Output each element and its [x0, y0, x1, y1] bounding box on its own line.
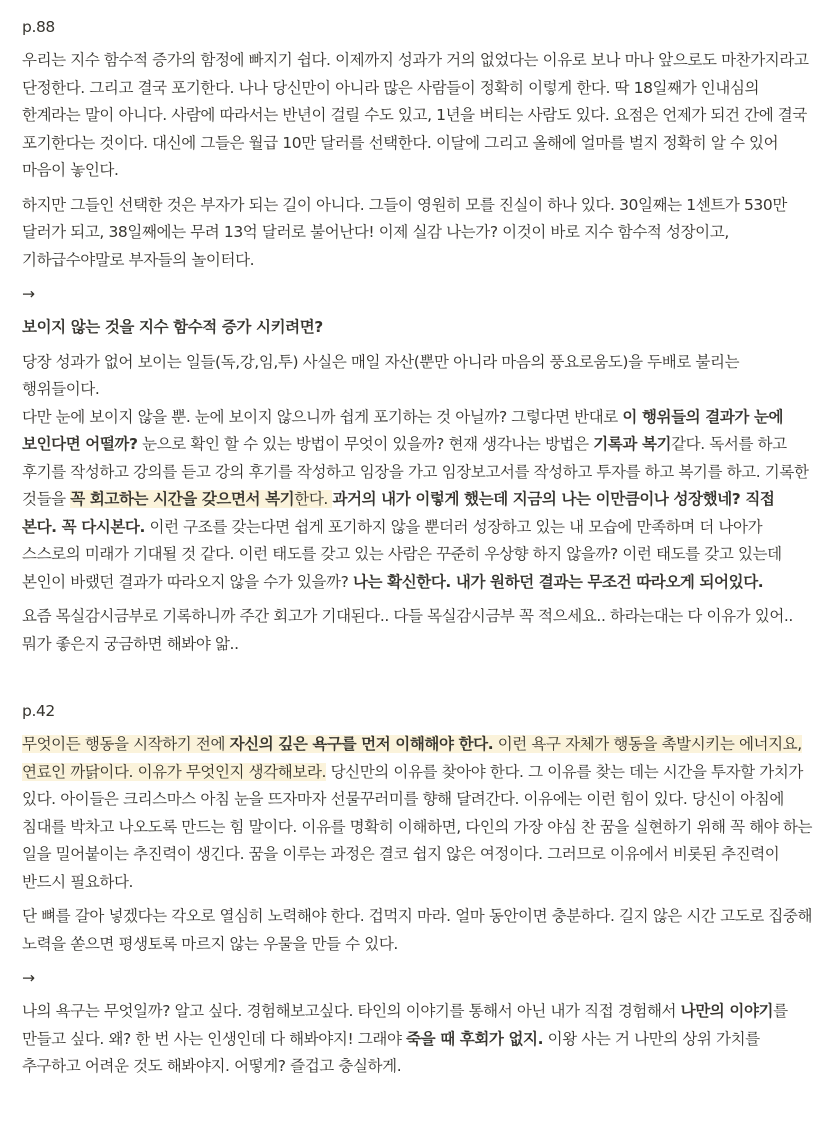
arrow-marker: → — [22, 969, 35, 987]
text-run: 다만 눈에 보이지 않을 뿐. 눈에 보이지 않으니까 쉽게 포기하는 것 아닐까? 그렇다면 반대로 — [22, 407, 623, 426]
section-heading: 보이지 않는 것을 지수 함수적 증가 시키려면? — [22, 318, 323, 336]
paragraph-5: 요즘 목실감시금부로 기록하니까 주간 회고가 기대된다.. 다들 목실감시금부 꼭 적으세요.. 하라는대는 다 이유가 있어.. 뭐가 좋은지 궁금하면 해봐야 앎.. — [22, 607, 793, 653]
bold-text: 나는 확신한다. 내가 원하던 결과는 무조건 따라오게 되어있다. — [352, 572, 764, 591]
page-number-label: p.88 — [22, 18, 55, 36]
text-run: 이런 구조를 갖는다면 쉽게 포기하지 않을 뿐더러 성장하고 있는 내 모습에 만족하며 더 나아가 스스로의 미래가 기대될 것 같다. 이런 태도를 갖고 있는 사람은 꾸준히 우상향 하지 않을까? 이런 태도를 갖고 있는데 본인이 바랬던 결과가 따라오지 않을 수가 있을까? — [22, 517, 782, 591]
highlighted-text: 무엇이든 행동을 시작하기 전에 — [22, 735, 230, 753]
text-run: 이왕 사는 거 나만의 상위 가치를 추구하고 어려운 것도 해봐야지. 어떻게? 즐겁고 충실하게. — [22, 1029, 760, 1075]
paragraph-2: 단 뼈를 갈아 넣겠다는 각오로 열심히 노력해야 한다. 겁먹지 마라. 얼마 동안이면 충분하다. 길지 않은 시간 고도로 집중해 노력을 쏟으면 평생토록 마르지 않는 우물을 만들 수 있다. — [22, 907, 813, 953]
paragraph-4 — [22, 404, 813, 597]
paragraph-3 — [22, 998, 813, 1081]
text-run: 눈으로 확인 할 수 있는 방법이 무엇이 있을까? 현재 생각나는 방법은 — [137, 435, 594, 453]
paragraph-3: 당장 성과가 없어 보이는 일들(독,강,임,투) 사실은 매일 자산(뿐만 아니라 마음의 풍요로움도)을 두배로 불리는 행위들이다. — [22, 352, 740, 398]
bold-text: 나만의 이야기 — [680, 1002, 774, 1020]
highlighted-bold-text: 자신의 깊은 욕구를 먼저 이해해야 한다. — [229, 735, 494, 753]
text-run: 같다. 독서를 하고 후기를 작성하고 강의를 듣고 강의 후기를 작성하고 임장을 가고 임장보고서를 작성하고 투자를 하고 복기를 하고. 기록한 것들을 — [22, 435, 809, 508]
highlighted-bold-text: 꼭 회고하는 시간을 갖으면서 복기 — [70, 490, 295, 508]
section-p42 — [22, 698, 813, 1081]
bold-text: 이 행위들의 결과가 눈에 보인다면 어떨까? — [22, 407, 784, 453]
paragraph-1 — [22, 731, 813, 896]
text-run: 를 만들고 싶다. 왜? 한 번 사는 인생인데 다 해봐야지! 그래야 — [22, 1002, 788, 1048]
section-p88 — [22, 14, 813, 658]
arrow-marker: → — [22, 285, 35, 303]
page-number-label: p.42 — [22, 702, 55, 720]
text-run: 당신만의 이유를 찾아야 한다. 그 이유를 찾는 데는 시간을 투자할 가치가 있다. 아이들은 크리스마스 아침 눈을 뜨자마자 선물꾸러미를 향해 달려간다. 이유에는 이런 힘이 있다. 당신이 아침에 침대를 박차고 나오도록 만드는 힘 말이다. 이유를 명확히 이해하면, 다인의 가장 야심 찬 꿈을 실현하기 위해 꼭 해야 하는 일을 밀어붙이는 추진력이 생긴다. 꿈을 이루는 과정은 결코 쉽지 않은 여정이다. 그러므로 이유에서 비롯된 추진력이 반드시 필요하다. — [22, 762, 813, 891]
bold-text: 죽을 때 후회가 없지. — [406, 1029, 544, 1048]
highlighted-text: 이런 욕구 자체가 행동을 촉발시키는 에너지요, 연료인 까닭이다. 이유가 무엇인지 생각해보라. — [22, 735, 802, 781]
paragraph-2: 하지만 그들인 선택한 것은 부자가 되는 길이 아니다. 그들이 영원히 모를 진실이 하나 있다. 30일째는 1센트가 530만 달러가 되고, 38일째에는 무려 13억 달러로 불어난다! 이제 실감 나는가? 이것이 바로 지수 함수적 성장이고, 기하급수야말로 부자들의 놀이터다. — [22, 195, 787, 269]
bold-text: 기록과 복기 — [593, 435, 672, 453]
paragraph-1: 우리는 지수 함수적 증가의 함정에 빠지기 쉽다. 이제까지 성과가 거의 없었다는 이유로 보나 마나 앞으로도 마찬가지라고 단정한다. 그리고 결국 포기한다. 나나 당신만이 아니라 많은 사람들이 정확히 이렇게 한다. 딱 18일째가 인내심의 한계라는 말이 아니다. 사람에 따라서는 반년이 걸릴 수도 있고, 1년을 버티는 사람도 있다. 요점은 언제가 되건 간에 결국 포기한다는 것이다. 대신에 그들은 월급 10만 달러를 선택한다. 이달에 그리고 올해에 얼마를 벌지 정확히 알 수 있어 마음이 놓인다. — [22, 51, 809, 179]
text-run: 나의 욕구는 무엇일까? 알고 싶다. 경험해보고싶다. 타인의 이야기를 통해서 아닌 내가 직접 경험해서 — [22, 1002, 681, 1020]
bold-text: 과거의 내가 이렇게 했는데 지금의 나는 이만큼이나 성장했네? 직접 본다. 꼭 다시본다. — [22, 490, 775, 536]
highlighted-text: 한다. — [294, 490, 333, 508]
